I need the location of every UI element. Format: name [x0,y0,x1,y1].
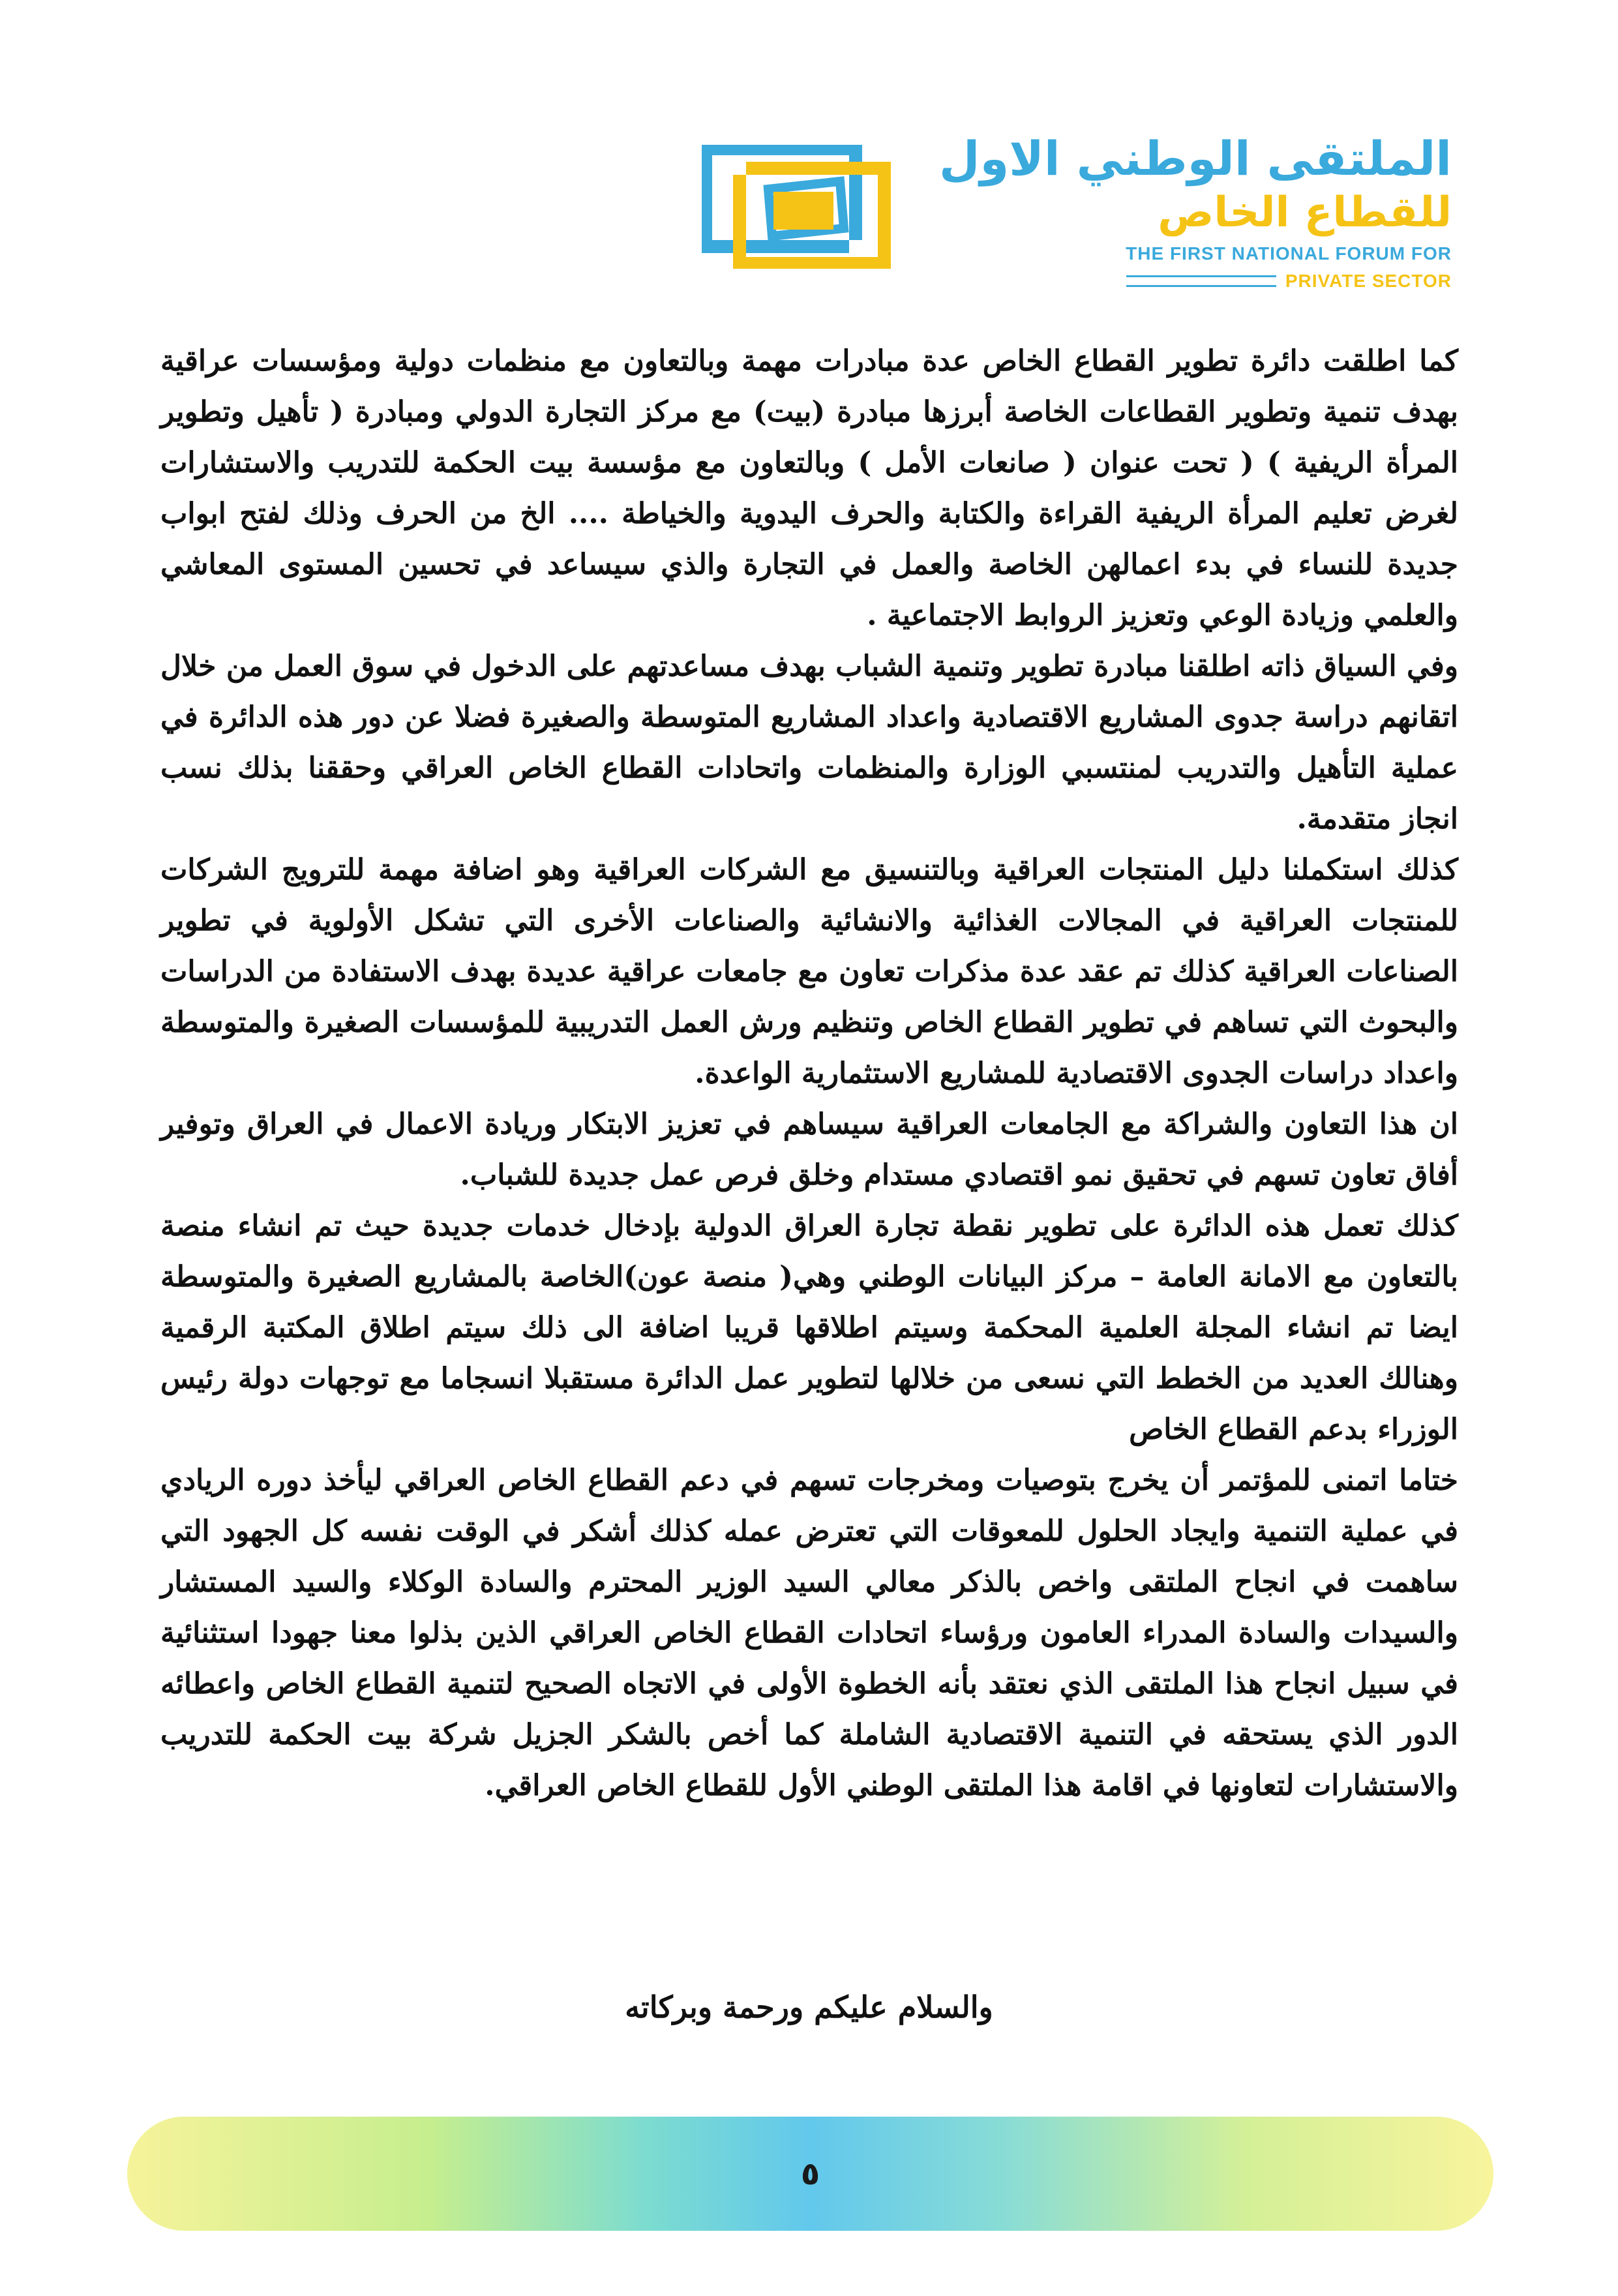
forum-logo-text [878,130,1452,294]
paragraph: ان هذا التعاون والشراكة مع الجامعات العراقية سيساهم في تعزيز الابتكار وريادة الاعمال في العراق وتوفير أفاق تعاون تسهم في تحقيق نمو اقتصادي مستدام وخلق فرص عمل جديدة للشباب. [160,1108,1458,1192]
logo-english-row-2 [878,269,1452,294]
paragraph: كما اطلقت دائرة تطوير القطاع الخاص عدة مبادرات مهمة وبالتعاون مع منظمات دولية ومؤسسات عراقية بهدف تنمية وتطوير القطاعات الخاصة أبرزها مبادرة (بيت) مع مركز التجارة الدولي ومبادرة ( تأهيل وتطوير المرأة الريفية ) ( تحت عنوان ( صانعات الأمل ) وبالتعاون مع مؤسسة بيت الحكمة للتدريب والاستشارات لغرض تعليم المرأة الريفية القراءة والكتابة والحرف اليدوية والخياطة .... الخ من الحرف وذلك لفتح ابواب جديدة للنساء في بدء اعمالهن الخاصة والعمل في التجارة والذي سيساعد في تحسين المستوى المعاشي والعلمي وزيادة الوعي وتعزيز الروابط الاجتماعية . [160,344,1458,632]
paragraph: ختاما اتمنى للمؤتمر أن يخرج بتوصيات ومخرجات تسهم في دعم القطاع الخاص العراقي ليأخذ دوره الريادي في عملية التنمية وايجاد الحلول للمعوقات التي تعترض عمله كذلك أشكر في الوقت نفسه كل الجهود التي ساهمت في انجاح الملتقى واخص بالذكر معالي السيد الوزير المحترم والسادة الوكلاء والسيد المستشار والسيدات والسادة المدراء العامون ورؤساء اتحادات القطاع الخاص العراقي الذين بذلوا معنا جهودا استثنائية في سبيل انجاح هذا الملتقى الذي نعتقد بأنه الخطوة الأولى في الاتجاه الصحيح لتنمية القطاع الخاص واعطائه الدور الذي يستحقه في التنمية الاقتصادية الشاملة كما أخص بالشكر الجزيل شركة بيت الحكمة للتدريب والاستشارات لتعاونها في اقامة هذا الملتقى الوطني الأول للقطاع الخاص العراقي. [160,1464,1458,1802]
logo-arabic-line-2: للقطاع الخاص [1158,189,1452,237]
forum-logo-mark-icon [702,145,891,269]
page-number: ٥ [800,2155,820,2192]
footer-bar [127,2117,1493,2231]
logo-decorative-lines [1126,275,1276,287]
forum-logo [539,130,1452,291]
paragraph: كذلك استكملنا دليل المنتجات العراقية وبالتنسيق مع الشركات العراقية وهو اضافة مهمة للترويج الشركات للمنتجات العراقية في المجالات الغذائية والانشائية والصناعات الأخرى التي تشكل الأولوية في تطوير الصناعات العراقية كذلك تم عقد عدة مذكرات تعاون مع جامعات عراقية عديدة بهدف الاستفادة من الدراسات والبحوث التي تساهم في تطوير القطاع الخاص وتنظيم ورش العمل التدريبية للمؤسسات الصغيرة والمتوسطة واعداد دراسات الجدوى الاقتصادية للمشاريع الاستثمارية الواعدة. [160,853,1458,1090]
logo-english-line-1: THE FIRST NATIONAL FORUM FOR [1126,243,1452,264]
document-body [160,336,1458,1811]
logo-arabic-line-1: الملتقى الوطني الاول [939,131,1452,186]
paragraph: كذلك تعمل هذه الدائرة على تطوير نقطة تجارة العراق الدولية بإدخال خدمات جديدة حيث تم انشاء منصة بالتعاون مع الامانة العامة – مركز البيانات الوطني وهي( منصة عون)الخاصة بالمشاريع الصغيرة والمتوسطة ايضا تم انشاء المجلة العلمية المحكمة وسيتم اطلاقها قريبا اضافة الى ذلك سيتم اطلاق المكتبة الرقمية وهنالك العديد من الخطط التي نسعى من خلالها لتطوير عمل الدائرة مستقبلا انسجاما مع توجهات دولة رئيس الوزراء بدعم القطاع الخاص [160,1209,1458,1446]
logo-english-line-2: PRIVATE SECTOR [1285,271,1452,291]
closing-salutation: والسلام عليكم ورحمة وبركاته [625,1989,993,2025]
logo-english-row-1 [878,241,1452,266]
paragraph: وفي السياق ذاته اطلقنا مبادرة تطوير وتنمية الشباب بهدف مساعدتهم على الدخول في سوق العمل من خلال اتقانهم دراسة جدوى المشاريع الاقتصادية واعداد المشاريع المتوسطة والصغيرة فضلا عن دور هذه الدائرة في عملية التأهيل والتدريب لمنتسبي الوزارة والمنظمات واتحادات القطاع الخاص العراقي وحققنا بذلك نسب انجاز متقدمة. [160,650,1458,836]
